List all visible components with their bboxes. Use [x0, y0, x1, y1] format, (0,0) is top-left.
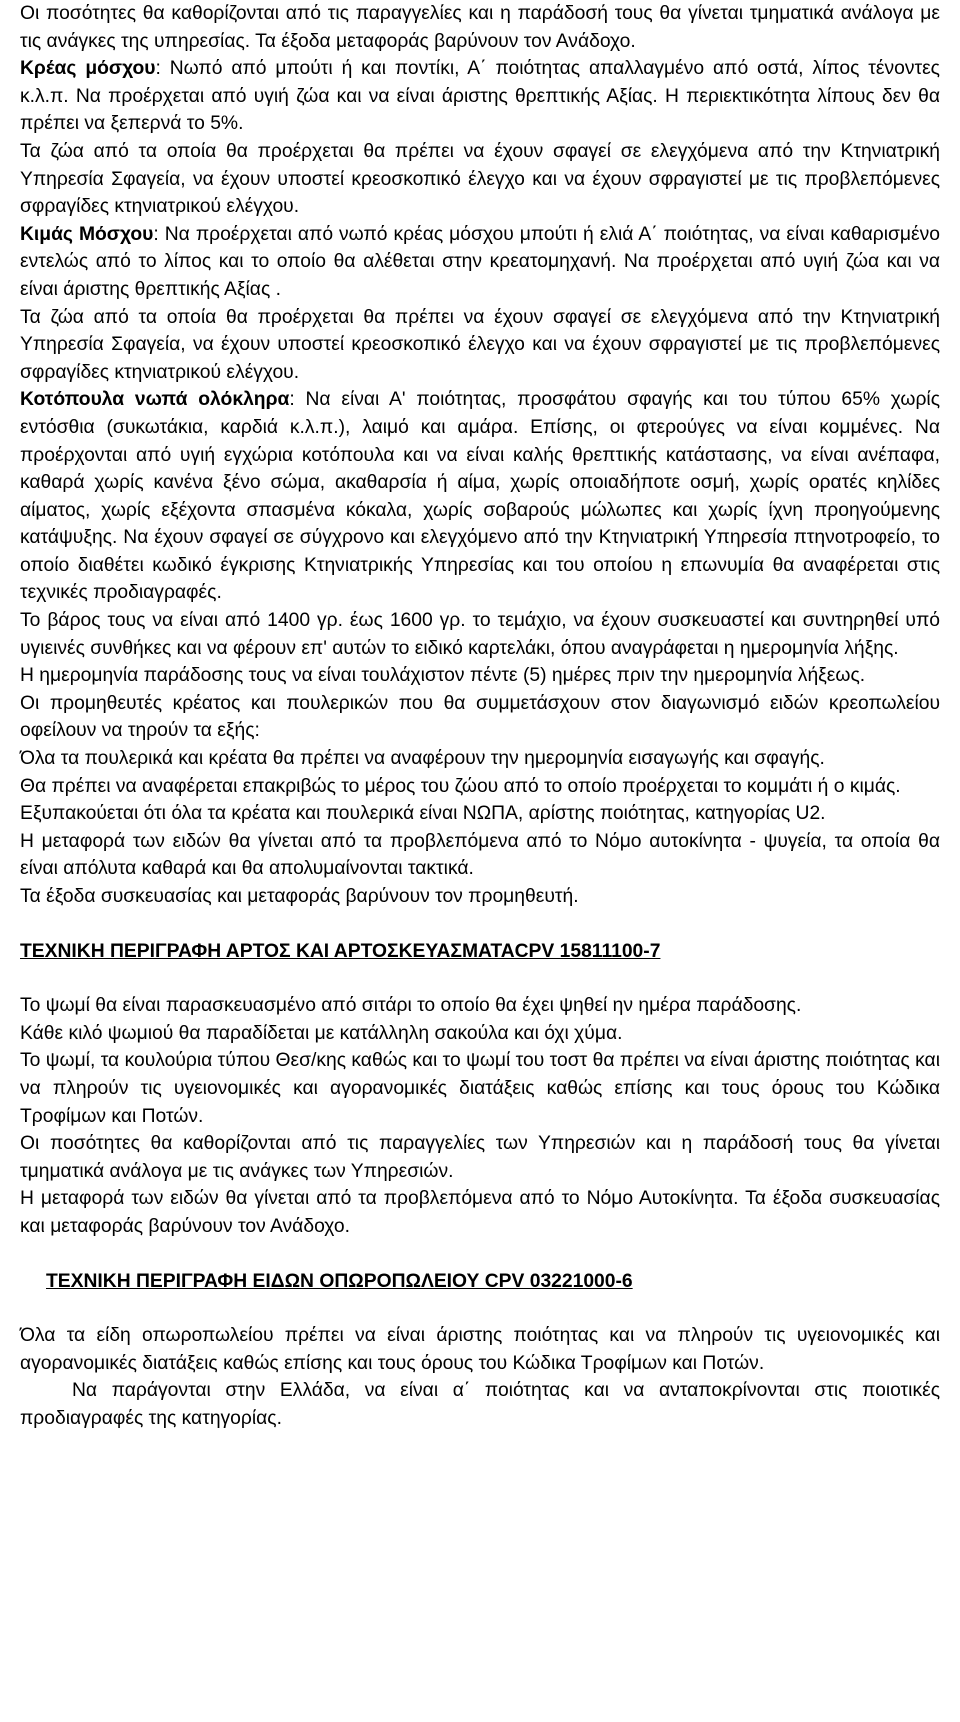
paragraph-bread-1: Το ψωμί θα είναι παρασκευασμένο από σιτάρι το οποίο θα έχει ψηθεί ην ημέρα παράδοσης. [20, 995, 802, 1017]
paragraph-slaughter-1: Τα ζώα από τα οποία θα προέρχεται θα πρέπει να έχουν σφαγεί σε ελεγχόμενα από την Κτηνιατρική Υπηρεσία Σφαγεία, να έχουν υποστεί κρεοσκοπικό έλεγχο και να έχουν σφραγιστεί με τις προβλεπόμενες σφραγίδες κτηνιατρικού ελέγχου. [20, 140, 940, 218]
heading-bread: ΤΕΧΝΙΚΗ ΠΕΡΙΓΡΑΦΗ ΑΡΤΟΣ ΚΑΙ ΑΡΤΟΣΚΕΥΑΣΜΑΤΑCPV 15811100-7 [20, 940, 661, 962]
paragraph-slaughter-2: Τα ζώα από τα οποία θα προέρχεται θα πρέπει να έχουν σφαγεί σε ελεγχόμενα από την Κτηνιατρική Υπηρεσία Σφαγεία, να έχουν υποστεί κρεοσκοπικό έλεγχο και να έχουν σφραγιστεί με τις προβλεπόμενες σφραγίδες κτηνιατρικού ελέγχου. [20, 306, 940, 383]
chicken-label: Κοτόπουλα νωπά ολόκληρα [20, 389, 290, 411]
paragraph-mince [20, 221, 940, 304]
paragraph-bread-3: Το ψωμί, τα κουλούρια τύπου Θεσ/κης καθώς και το ψωμί του τοστ θα πρέπει να είναι άριστης ποιότητας και να πληρούν τις υγειονομικές και αγορανομικές διατάξεις καθώς επίσης και τους όρους του Κώδικα Τροφίμων και Ποτών. [20, 1050, 940, 1127]
paragraph-delivery-date: Η ημερομηνία παράδοσης τους να είναι τουλάχιστον πέντε (5) ημέρες πριν την ημερομηνία λήξεως. [20, 665, 866, 687]
paragraph-suppliers: Οι προμηθευτές κρέατος και πουλερικών που θα συμμετάσχουν στον διαγωνισμό ειδών κρεοπωλείου οφείλουν να τηρούν τα εξής: [20, 692, 940, 742]
paragraph-produce-1: Όλα τα είδη οπωροπωλείου πρέπει να είναι άριστης ποιότητας και να πληρούν τις υγειονομικές και αγορανομικές διατάξεις καθώς επίσης και τους όρους του Κώδικα Τροφίμων και Ποτών. [20, 1325, 940, 1374]
paragraph-rule-2: Θα πρέπει να αναφέρεται επακριβώς το μέρος του ζώου από το οποίο προέρχεται το κομμάτι ή ο κιμάς. [20, 775, 901, 797]
veal-label: Κρέας μόσχου [20, 58, 156, 80]
paragraph-rule-5: Τα έξοδα συσκευασίας και μεταφοράς βαρύνουν τον προμηθευτή. [20, 886, 579, 907]
paragraph-intro: Οι ποσότητες θα καθορίζονται από τις παραγγελίες και η παράδοσή τους θα γίνεται τμηματικά ανάλογα με τις ανάγκες της υπηρεσίας. Τα έξοδα μεταφοράς βαρύνουν τον Ανάδοχο. [20, 3, 940, 52]
paragraph-bread-2: Κάθε κιλό ψωμιού θα παραδίδεται με κατάλληλη σακούλα και όχι χύμα. [20, 1022, 623, 1044]
paragraph-bread-5: Η μεταφορά των ειδών θα γίνεται από τα προβλεπόμενα από το Νόμο Αυτοκίνητα. Τα έξοδα συσκευασίας και μεταφοράς βαρύνουν τον Ανάδοχο. [20, 1188, 940, 1237]
paragraph-produce-2: Να παράγονται στην Ελλάδα, να είναι α΄ ποιότητας και να ανταποκρίνονται στις ποιοτικές προδιαγραφές της κατηγορίας. [20, 1380, 940, 1429]
paragraph-weight: Το βάρος τους να είναι από 1400 γρ. έως 1600 γρ. το τεμάχιο, να έχουν συσκευαστεί και συντηρηθεί υπό υγιεινές συνθήκες και να φέρουν επ' αυτών το ειδικό καρτελάκι, όπου αναγράφεται η ημερομηνία λήξης. [20, 610, 940, 659]
paragraph-rule-4: Η μεταφορά των ειδών θα γίνεται από τα προβλεπόμενα από το Νόμο αυτοκίνητα - ψυγεία, τα οποία θα είναι απόλυτα καθαρά και θα απολυμαίνονται τακτικά. [20, 830, 940, 880]
chicken-text: : Να είναι Α' ποιότητας, προσφάτου σφαγής και του τύπου 65% χωρίς εντόσθια (συκωτάκια, καρδιά κ.λ.π.), λαιμό και αμάρα. Επίσης, οι φτερούγες να είναι κομμένες. Να προέρχονται από υγιή εγχώρια κοτόπουλα και να είναι καλής θρεπτικής κατάστασης, να είναι ανέπαφα, καθαρά χωρίς κανένα ξένο σώμα, ακαθαρσία ή αίμα, χωρίς οποιαδήποτε οσμή, χωρίς ορατές κηλίδες αίματος, χωρίς εξέχοντα σπασμένα κόκαλα, χωρίς σοβαρούς μώλωπες και χωρίς ίχνη προηγούμενης κατάψυξης. Να έχουν σφαγεί σε σύγχρονο και ελεγχόμενο από την Κτηνιατρική Υπηρεσία πτηνοτροφείο, το οποίο διαθέτει κωδικό έγκρισης Κτηνιατρικής Υπηρεσίας και του οποίου η επωνυμία θα αναφέρεται στις τεχνικές προδιαγραφές. [20, 389, 940, 604]
veal-text: : Νωπό από μπούτι ή και ποντίκι, Α΄ ποιότητας απαλλαγμένο από οστά, λίπος τένοντες κ.λ.π. Να προέρχεται από υγιή ζώα και να είναι άριστης θρεπτικής Αξίας. Η περιεκτικότητα λίπους δεν θα πρέπει να ξεπερνά το 5%. [20, 58, 940, 135]
paragraph-rule-1: Όλα τα πουλερικά και κρέατα θα πρέπει να αναφέρουν την ημερομηνία εισαγωγής και σφαγής. [20, 748, 825, 770]
heading-produce: ΤΕΧΝΙΚΗ ΠΕΡΙΓΡΑΦΗ ΕΙΔΩΝ ΟΠΩΡΟΠΩΛΕΙΟΥ CPV 03221000-6 [46, 1270, 633, 1292]
paragraph-chicken [20, 386, 940, 607]
paragraph-veal [20, 55, 940, 138]
mince-label: Κιμάς Μόσχου [20, 223, 154, 245]
mince-text: : Να προέρχεται από νωπό κρέας μόσχου μπούτι ή ελιά Α΄ ποιότητας, να είναι καθαρισμένο εντελώς από το λίπος και το οποίο θα αλέθεται στην κρεατομηχανή. Να προέρχεται από υγιή ζώα και να είναι άριστης θρεπτικής Αξίας . [20, 223, 940, 300]
paragraph-bread-4: Οι ποσότητες θα καθορίζονται από τις παραγγελίες των Υπηρεσιών και η παράδοσή τους θα γίνεται τμηματικά ανάλογα με τις ανάγκες των Υπηρεσιών. [20, 1133, 940, 1182]
paragraph-rule-3: Εξυπακούεται ότι όλα τα κρέατα και πουλερικά είναι ΝΩΠΑ, αρίστης ποιότητας, κατηγορίας U2. [20, 803, 826, 825]
